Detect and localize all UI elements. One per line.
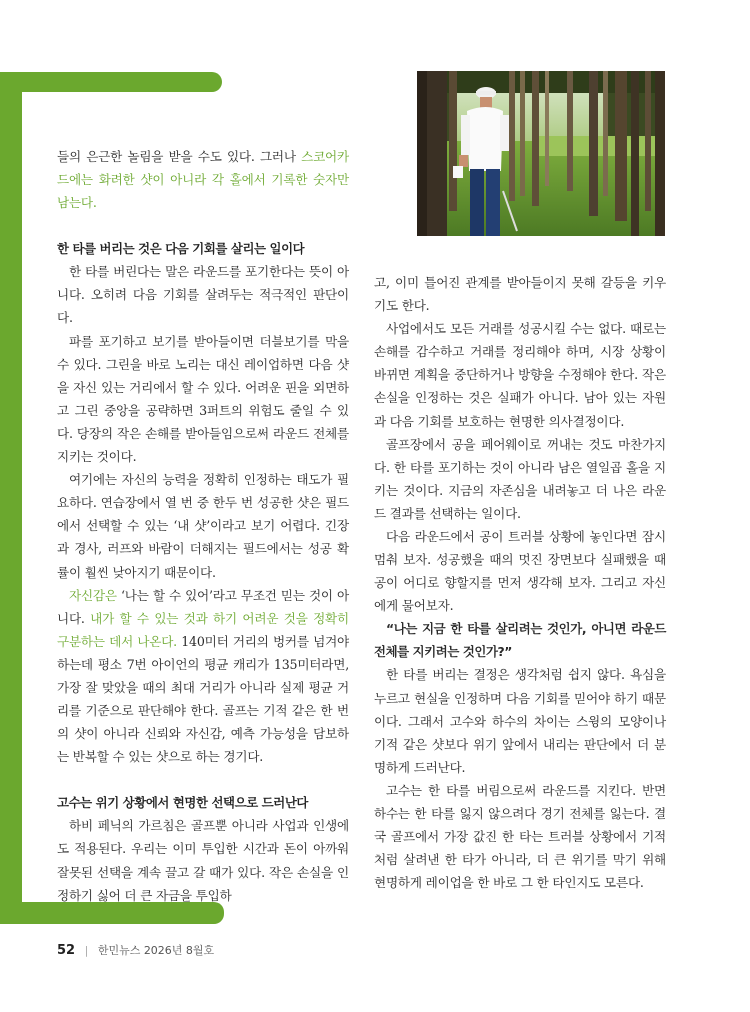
section-heading: 한 타를 버리는 것은 다음 기회를 살리는 일이다: [57, 241, 305, 257]
paragraph: 파를 포기하고 보기를 받아들이면 더블보기를 막을 수 있다. 그린을 바로 노리는 대신 레이업하면 다음 샷을 자신 있는 거리에서 할 수 있다. 어려운 핀을 외면하고 그린 중앙을 공략하면 3퍼트의 위험도 줄일 수 있다. 당장의 작은 손해를 받아들임으로써 라운드 전체를 지키는 것이다.: [57, 333, 349, 465]
publication-name: 한민뉴스 2026년 8월호: [97, 944, 215, 957]
paragraph: 골프장에서 공을 페어웨이로 꺼내는 것도 마찬가지다. 한 타를 포기하는 것이 아니라 남은 열일곱 홀을 지키는 것이다. 지금의 자존심을 내려놓고 더 나은 라운드 결과를 선택하는 일이다.: [374, 436, 666, 521]
page-number: 52: [57, 943, 76, 958]
highlighted-text: 자신감은: [69, 587, 117, 603]
page-footer: [57, 942, 214, 958]
pull-quote: “나는 지금 한 타를 살리려는 것인가, 아니면 라운드 전체를 지키려는 것인가?”: [374, 621, 666, 660]
golfer-in-trees-photo: [417, 71, 665, 236]
paragraph: 한 타를 버린다는 말은 라운드를 포기한다는 뜻이 아니다. 오히려 다음 기회를 살려두는 적극적인 판단이다.: [57, 264, 349, 326]
decorative-green-bar-top: [0, 72, 222, 92]
paragraph: 여기에는 자신의 능력을 정확히 인정하는 태도가 필요하다. 연습장에서 열 번 중 한두 번 성공한 샷은 필드에서 선택할 수 있는 ‘내 샷’이라고 보기 어렵다. 긴장과 경사, 러프와 바람이 더해지는 필드에서는 성공 확률이 훨씬 낮아지기 때문이다.: [57, 472, 349, 580]
paragraph: 한 타를 버리는 결정은 생각처럼 쉽지 않다. 욕심을 누르고 현실을 인정하며 다음 기회를 믿어야 하기 때문이다. 그래서 고수와 하수의 차이는 스윙의 모양이나 기적 같은 샷보다 위기 앞에서 내리는 판단에서 더 분명하게 드러난다.: [374, 667, 666, 775]
paragraph: 하비 페닉의 가르침은 골프뿐 아니라 사업과 인생에도 적용된다. 우리는 이미 투입한 시간과 돈이 아까워 잘못된 선택을 계속 끌고 갈 때가 있다. 작은 손실을 인정하기 싫어 더 큰 자금을 투입하: [57, 818, 349, 903]
paragraph-text: 들의 은근한 놀림을 받을 수도 있다. 그러나: [57, 149, 302, 164]
section-heading: 고수는 위기 상황에서 현명한 선택으로 드러난다: [57, 795, 308, 811]
paragraph: [57, 584, 349, 769]
highlighted-text: 내가 할 수 있는 것과 하기 어려운 것을 정확히 구분하는 데서 나온다.: [57, 610, 349, 649]
article-left-column: [57, 145, 349, 907]
paragraph-text: ‘나는 할 수 있어’라고 무조건 믿는 것이 아니다.: [57, 587, 349, 626]
paragraph: 고, 이미 틀어진 관계를 받아들이지 못해 갈등을 키우기도 한다.: [374, 275, 666, 314]
highlighted-text: 스코어카드에는 화려한 샷이 아니라 각 홀에서 기록한 숫자만 남는다.: [57, 149, 349, 211]
paragraph: 사업에서도 모든 거래를 성공시킬 수는 없다. 때로는 손해를 감수하고 거래를 정리해야 하며, 시장 상황이 바뀌면 계획을 중단하거나 방향을 수정해야 한다. 작은 손실을 인정하는 것은 실패가 아니다. 남아 있는 자원과 다음 기회를 보호하는 현명한 의사결정이다.: [374, 321, 666, 429]
paragraph-text: 140미터 거리의 벙커를 넘겨야 하는데 평소 7번 아이언의 평균 캐리가 135미터라면, 가장 잘 맞았을 때의 최대 거리가 아니라 실제 평균 거리를 기준으로 판단해야 한다. 골프는 기적 같은 한 번의 샷이 아니라 신뢰와 자신감, 예측 가능성을 담보하는 반복할 수 있는 샷으로 하는 경기다.: [57, 633, 349, 765]
paragraph: [57, 145, 349, 214]
decorative-green-bar-left: [0, 72, 22, 924]
paragraph: 다음 라운드에서 공이 트러블 상황에 놓인다면 잠시 멈춰 보자. 성공했을 때의 멋진 장면보다 실패했을 때 공이 어디로 향할지를 먼저 생각해 보자. 그리고 자신에게 물어보자.: [374, 529, 666, 614]
footer-separator: |: [84, 944, 89, 957]
article-right-column: [374, 271, 666, 894]
paragraph: 고수는 한 타를 버림으로써 라운드를 지킨다. 반면 하수는 한 타를 잃지 않으려다 경기 전체를 잃는다. 결국 골프에서 가장 값진 한 타는 트러블 상황에서 기적처럼 살려낸 한 타가 아니라, 더 큰 위기를 막기 위해 현명하게 레이업을 한 바로 그 한 타인지도 모른다.: [374, 782, 666, 891]
